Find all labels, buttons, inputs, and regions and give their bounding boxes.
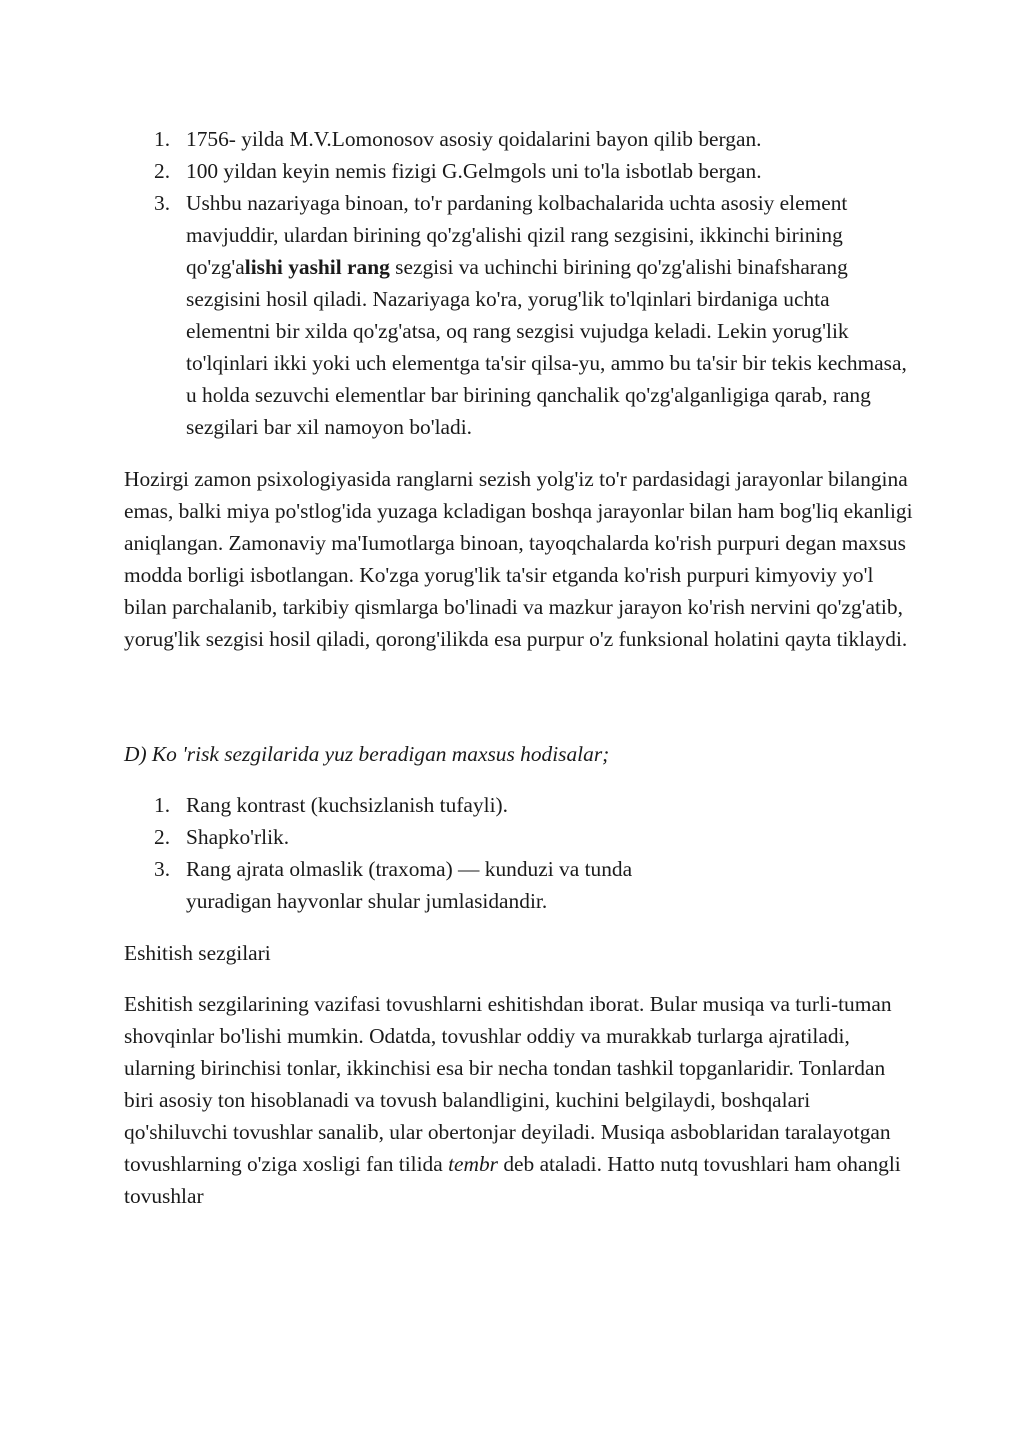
list-item — [124, 155, 914, 187]
italic-term: tembr — [448, 1152, 498, 1176]
list-item-text-line: Rang ajrata olmaslik (traxoma) — kunduzi va tunda — [186, 857, 633, 881]
list-number: 3. — [154, 857, 171, 881]
list-number: 2. — [154, 825, 171, 849]
document-page — [124, 123, 914, 1212]
list-item-text: Rang kontrast (kuchsizlanish tufayli). — [186, 793, 508, 817]
paragraph-hearing — [124, 988, 914, 1212]
numbered-list-theory — [124, 123, 914, 443]
list-item — [124, 187, 914, 443]
bold-text: lishi yashil rang — [244, 255, 390, 279]
section-heading-hearing: Eshitish sezgilari — [124, 941, 271, 965]
numbered-list-phenomena — [124, 789, 914, 917]
list-item-text: 1756- yilda M.V.Lomonosov asosiy qoidalarini bayon qilib bergan. — [186, 127, 762, 151]
list-number: 2. — [154, 159, 171, 183]
list-item-text — [186, 191, 907, 439]
list-item-text: 100 yildan keyin nemis fizigi G.Gelmgols uni to'la isbotlab bergan. — [186, 159, 762, 183]
text-run: sezgisi va uchinchi birining qo'zg'alishi binafsharang sezgisini hosil qiladi. Nazariyaga ko'ra, yorug'lik to'lqinlari birdaniga uchta elementni bir xilda qo'zg'atsa, oq rang sezgisi vujudga keladi. Lekin yorug'lik to'lqinlari ikki yoki uch elementga ta'sir qilsa-yu, ammo bu ta'sir bir tekis kechmasa, u holda sezuvchi elementlar bar birining qanchalik qo'zg'alganligiga qarab, rang sezgilari bar xil namoyon bo'ladi. — [186, 255, 907, 439]
section-heading-special-phenomena: D) Ko 'risk sezgilarida yuz beradigan maxsus hodisalar; — [124, 742, 610, 766]
text-run: Eshitish sezgilarining vazifasi tovushlarni eshitishdan iborat. Bular musiqa va turli-tuman shovqinlar bo'lishi mumkin. Odatda, tovushlar oddiy va murakkab turlarga ajratiladi, ularning birinchisi tonlar, ikkinchisi esa bir necha tondan tashkil topganlaridir. Tonlardan biri asosiy ton hisoblanadi va tovush balandligini, kuchini belgilaydi, boshqalari qo'shiluvchi tovushlar sanalib, ular obertonjar deyiladi. Musiqa asboblaridan taralayotgan tovushlarning o'ziga xosligi fan tilida — [124, 992, 892, 1176]
text-run: Ushbu nazariyaga binoan, to'r pardaning kolbachalarida uchta asosiy element mavjuddir, ulardan birining qo'zg'alishi qizil rang sezgisini, ikkinchi birining qo'zg'a — [186, 191, 848, 279]
list-item — [124, 853, 914, 917]
list-number: 1. — [154, 127, 171, 151]
list-item — [124, 123, 914, 155]
list-item-text-line: yuradigan hayvonlar shular jumlasidandir. — [186, 889, 548, 913]
list-item — [124, 821, 914, 853]
list-item-text: Shapko'rlik. — [186, 825, 290, 849]
paragraph-color-perception: Hozirgi zamon psixologiyasida ranglarni sezish yolg'iz to'r pardasidagi jarayonlar bilangina emas, balki miya po'stlog'ida yuzaga kcladigan boshqa jarayonlar bilan ham bog'liq ekanligi aniqlangan. Zamonaviy ma'Iumotlarga binoan, tayoqchalarda ko'rish purpuri degan maxsus modda borligi isbotlangan. Ko'zga yorug'lik ta'sir etganda ko'rish purpuri kimyoviy yo'l bilan parchalanib, tarkibiy qismlarga bo'linadi va mazkur jarayon ko'rish nervini qo'zg'atib, yorug'lik sezgisi hosil qiladi, qorong'ilikda esa purpur o'z funksional holatini qayta tiklaydi. — [124, 467, 913, 651]
list-number: 3. — [154, 191, 171, 215]
text-run: deb ataladi. Hatto nutq tovushlari ham ohangli tovushlar — [124, 1152, 901, 1208]
list-item — [124, 789, 914, 821]
list-number: 1. — [154, 793, 171, 817]
